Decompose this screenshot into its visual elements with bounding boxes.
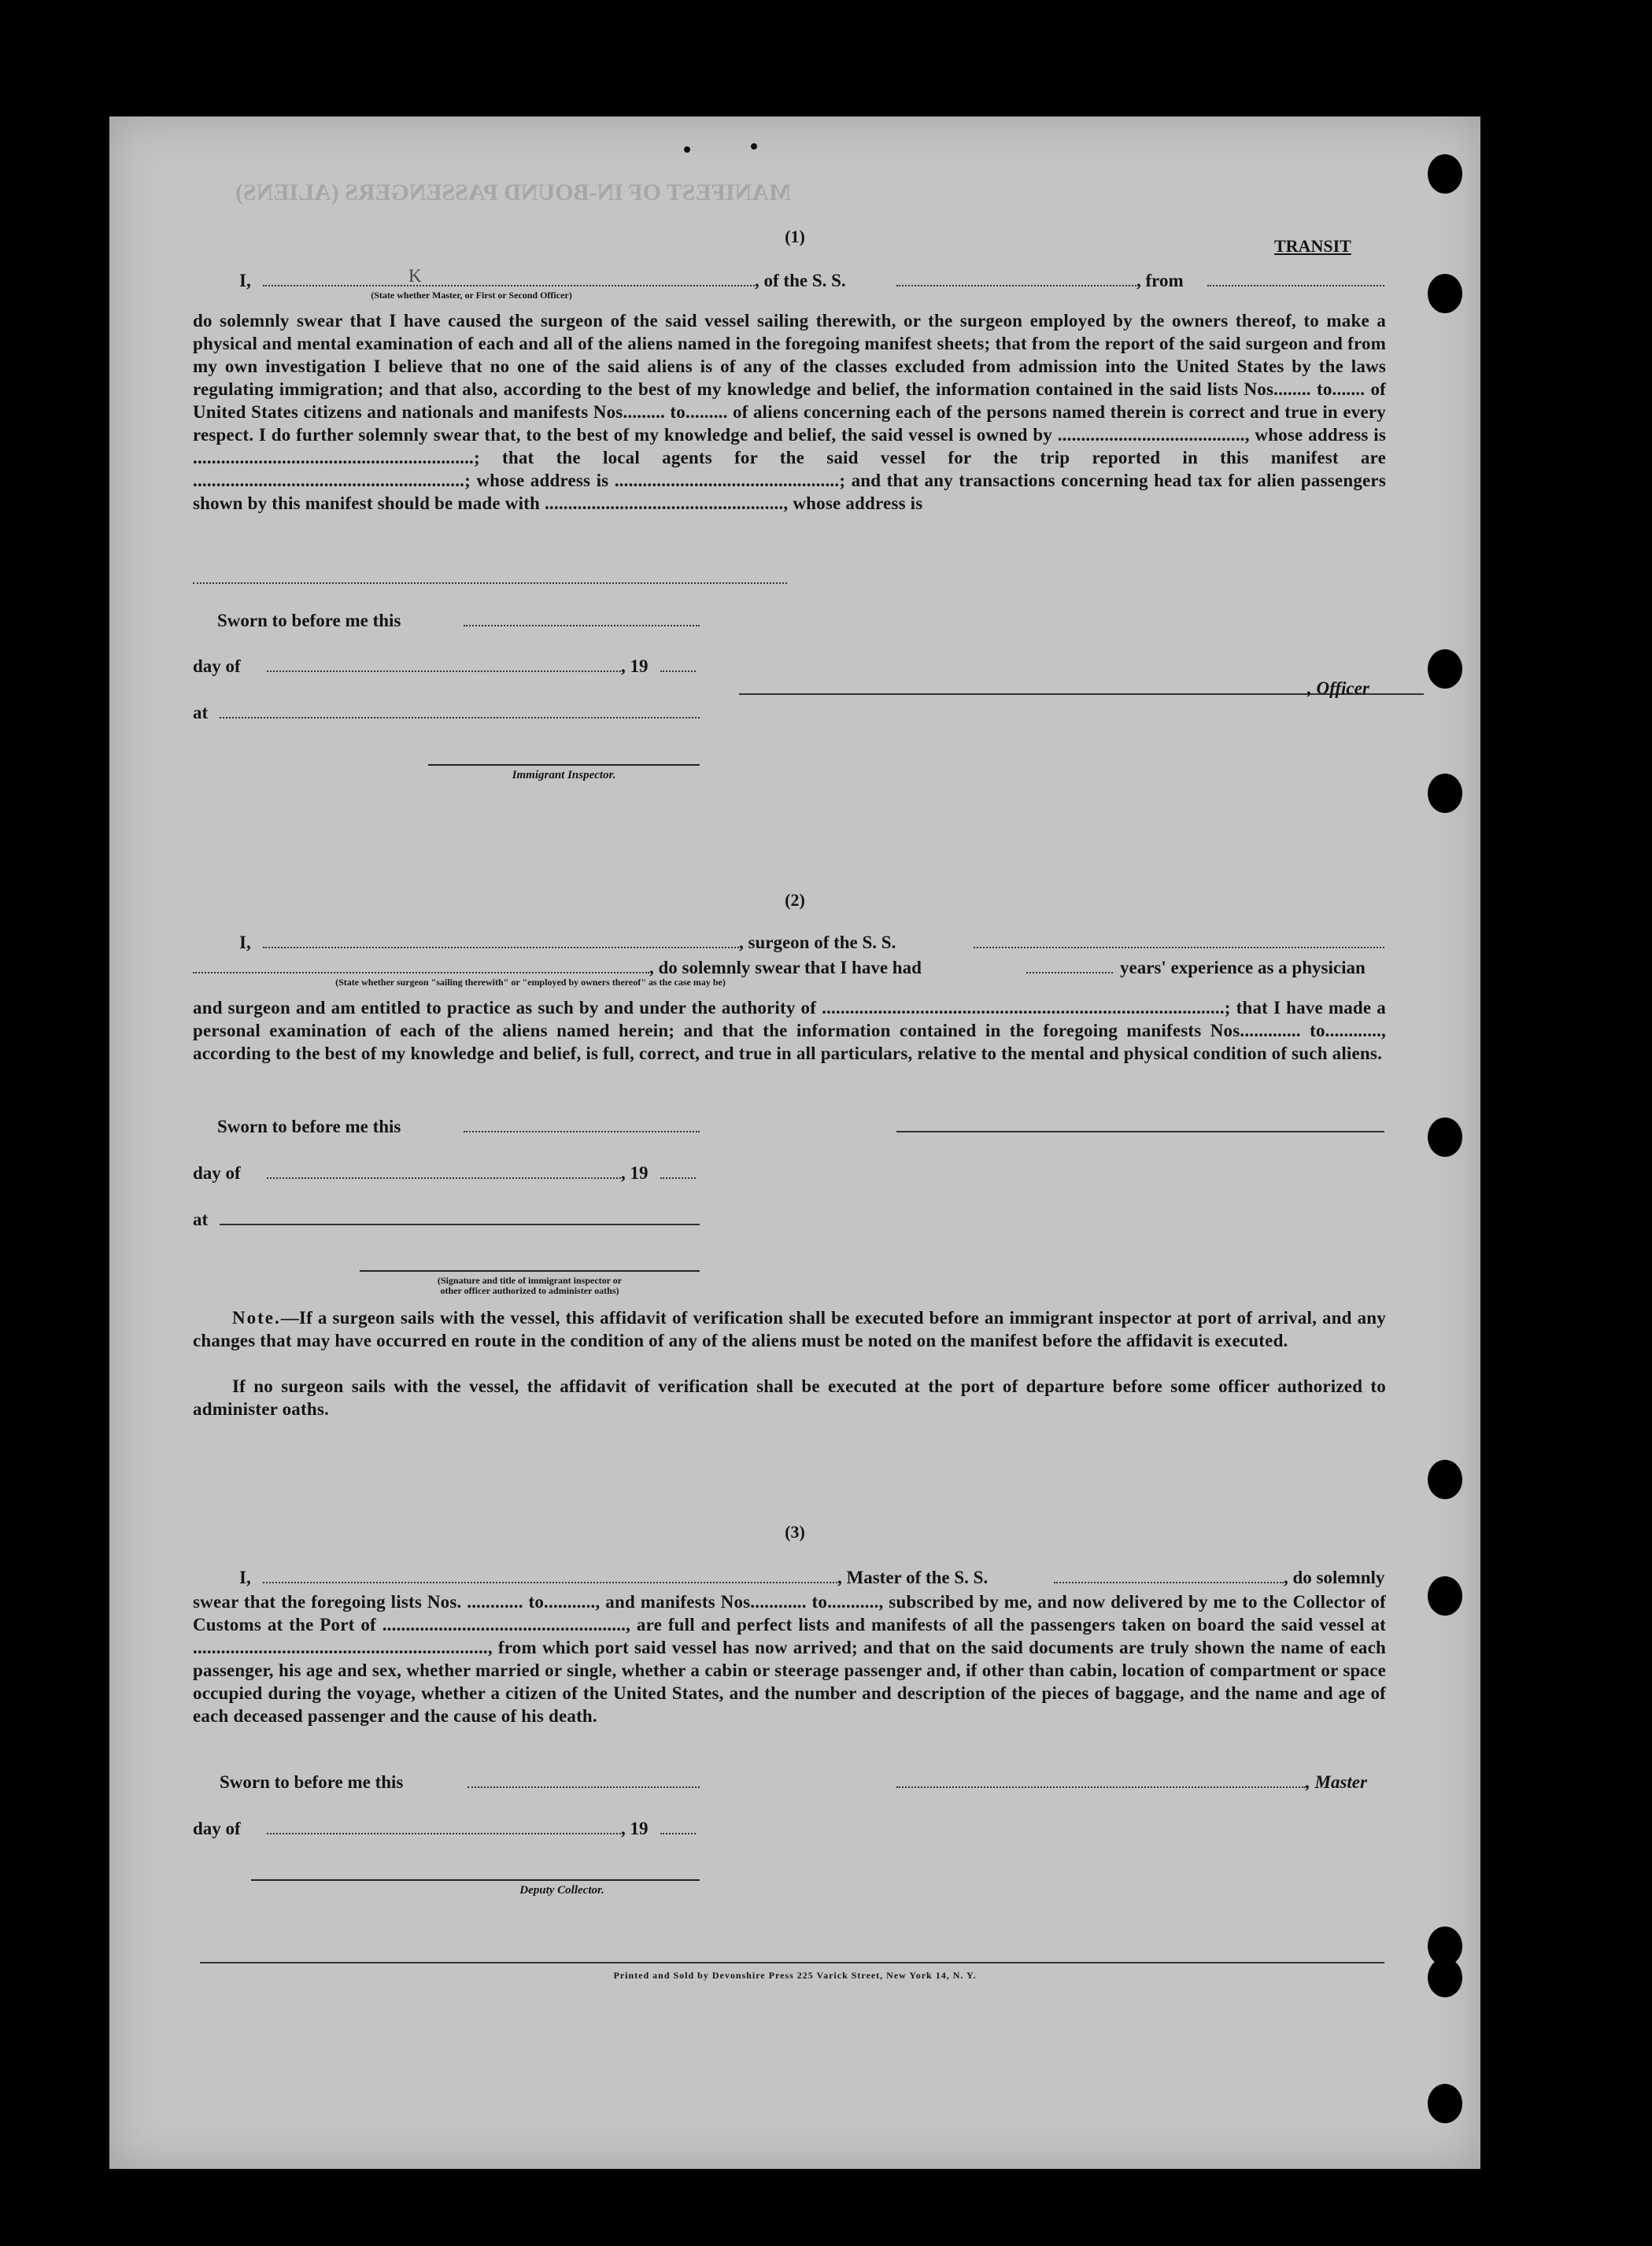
surgeon-signature-blank [896,1131,1384,1132]
section-3-master-of: , Master of the S. S. [837,1568,989,1587]
section-2-sworn: Sworn to before me this [217,1117,401,1136]
section-1-of-ss: , of the S. S. [755,271,846,290]
section-2-number: (2) [785,890,805,910]
vessel-name-blank-3 [1054,1582,1284,1583]
deputy-collector-caption: Deputy Collector. [519,1884,604,1897]
port-from-blank [1207,285,1384,286]
officer-label: , Officer [1307,678,1369,698]
year-blank [660,670,696,672]
section-2-body: and surgeon and am entitled to practice as such by and under the authority of ......................................................................................; that I have made a personal examination of each of the aliens named herein; and that the information contained in the foregoing manifests Nos............. to............, according to the best of my knowledge and belief, is full, correct, and true in all particulars, relative to the mental and physical condition of such aliens. [193,998,1386,1063]
note-text-1: —If a surgeon sails with the vessel, this affidavit of verification shall be executed before an immigrant inspector at port of arrival, and any changes that may have occurred en route in the condition of any of the aliens must be noted on the manifest before the affidavit is executed. [193,1308,1386,1350]
section-1-line1-prefix: I, [239,271,251,290]
address-blank [193,582,787,584]
sworn-day-blank-3 [468,1786,700,1788]
year-blank-3 [660,1833,696,1834]
punch-hole [1428,274,1462,313]
punch-hole [1428,1576,1462,1616]
punch-hole [1428,1117,1462,1157]
section-3-number: (3) [785,1522,805,1542]
note-paragraph-1 [193,1306,1386,1352]
inspector-signature-line [428,764,700,766]
section-1-at: at [193,703,209,722]
note-paragraph-2: If no surgeon sails with the vessel, the affidavit of verification shall be executed at the port of departure before some officer authorized to administer oaths. [193,1376,1386,1419]
handwritten-initial: K [408,266,422,286]
punch-hole [1428,649,1462,689]
master-caption: (State whether Master, or First or Second Officer) [371,290,572,301]
signature-caption-1: (Signature and title of immigrant inspector or [437,1275,623,1286]
section-3-body: swear that the foregoing lists Nos. ............ to..........., and manifests Nos............ to..........., subscribed by me, and now delivered by me to the Collector of Customs at the Port of ...................................................., are full and perfect lists and manifests of all the passengers taken on board the said vessel at ..............................................................., from which port said vessel has now arrived; and that on the said documents are truly shown the name of each passenger, his age and sex, whether married or single, whether a cabin or steerage passenger and, if other than cabin, location of compartment or space occupied during the voyage, whether a citizen of the United States, and the number and description of the pieces of baggage, and the name and age of each deceased passenger and the cause of his death. [193,1592,1386,1726]
section-3-day-of: day of [193,1819,241,1838]
footer-divider [200,1962,1384,1963]
transit-mark: TRANSIT [1274,236,1351,256]
month-blank-2 [267,1177,621,1179]
section-1-year: , 19 [621,656,649,676]
section-3-line1-prefix: I, [239,1568,251,1587]
master-name-blank [263,285,755,286]
years-blank [1026,972,1113,973]
section-2-line2: , do solemnly swear that I have had [649,958,922,977]
place-blank [220,717,700,718]
note-label: Note. [232,1308,281,1328]
speck [684,146,690,153]
punch-hole [1428,774,1462,813]
sworn-day-blank [464,625,700,626]
section-1-from: , from [1136,271,1184,290]
section-3-sworn: Sworn to before me this [220,1772,404,1792]
bleed-through-title: MANIFEST OF IN-BOUND PASSENGERS (ALIENS) [235,179,792,205]
signature-line-2 [360,1270,700,1272]
printer-imprint: Printed and Sold by Devonshire Press 225 Varick Street, New York 14, N. Y. [613,1970,977,1981]
section-2-years: years' experience as a physician [1120,958,1366,977]
surgeon-status-caption: (State whether surgeon "sailing therewith" or "employed by owners thereof" as the case may be) [335,977,726,988]
sworn-day-blank-2 [464,1131,700,1132]
punch-hole [1428,1460,1462,1499]
surgeon-name-blank [263,947,739,948]
section-3-do-solemnly: , do solemnly [1284,1568,1385,1587]
surgeon-vessel-blank [974,947,1384,948]
section-2-surgeon: , surgeon of the S. S. [739,933,896,952]
deputy-collector-line [251,1879,700,1881]
manifest-page [109,116,1480,2169]
surgeon-status-blank [193,972,649,973]
section-2-year: , 19 [621,1163,649,1183]
section-1-day-of: day of [193,656,241,676]
section-2-day-of: day of [193,1163,241,1183]
master-name-blank-3 [263,1582,837,1583]
master-label: , Master [1306,1772,1367,1792]
section-1-number: (1) [785,227,805,246]
place-blank-2 [220,1224,700,1225]
year-blank-2 [660,1177,696,1179]
punch-hole [1428,2084,1462,2123]
month-blank-3 [267,1833,621,1834]
section-1-sworn: Sworn to before me this [217,611,401,630]
section-2-at: at [193,1210,209,1229]
section-3-year: , 19 [621,1819,649,1838]
section-2-line1-prefix: I, [239,933,251,952]
month-blank [267,670,621,672]
speck [751,143,757,150]
signature-caption-2: other officer authorized to administer oaths) [440,1285,619,1296]
vessel-name-blank [896,285,1136,286]
master-signature-blank [896,1786,1306,1788]
immigrant-inspector-caption: Immigrant Inspector. [512,769,616,781]
punch-hole [1428,154,1462,194]
section-1-body: do solemnly swear that I have caused the surgeon of the said vessel sailing therewith, or the surgeon employed by the owners thereof, to make a physical and mental examination of each and all of the aliens named in the foregoing manifest sheets; that from the report of the said surgeon and from my own investigation I believe that no one of the said aliens is of any of the classes excluded from admission into the United States by the laws regulating immigration; and that also, according to the best of my knowledge and belief, the information contained in the said lists Nos........ to....... of United States citizens and nationals and manifests Nos......... to......... of aliens concerning each of the persons named therein is correct and true in every respect. I do further solemnly swear that, to the best of my knowledge and belief, the said vessel is owned by ........................................, whose address is ............................................................; that the local agents for the said vessel for the trip reported in this manifest are ..........................................................; whose address is ................................................; and that any transactions concerning head tax for alien passengers shown by this manifest should be made with ..................................................., whose address is [193,311,1386,513]
